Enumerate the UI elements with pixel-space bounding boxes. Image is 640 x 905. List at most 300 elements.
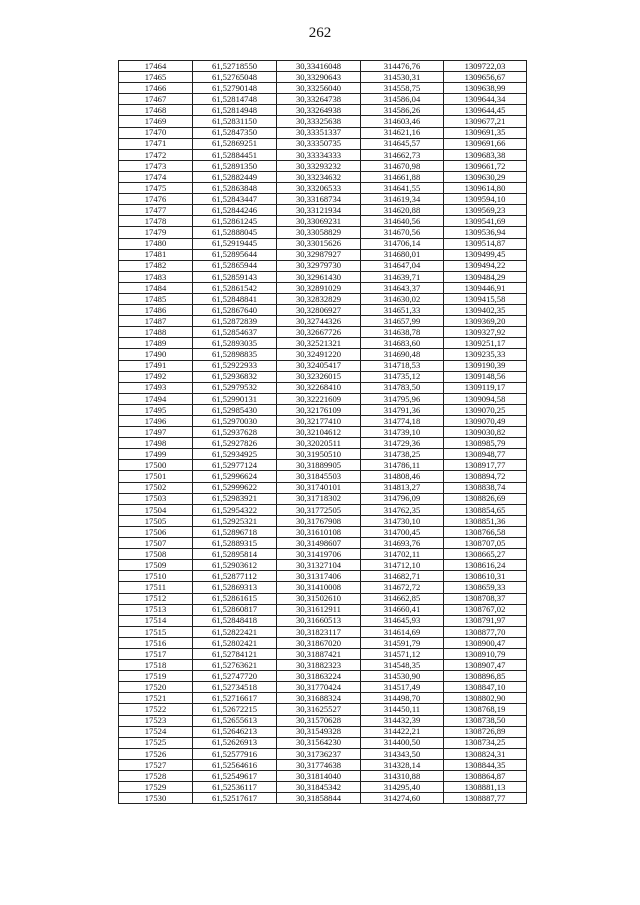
x-coordinate-cell: 314651,33	[361, 305, 444, 316]
y-coordinate-cell: 1309369,20	[444, 316, 527, 327]
latitude-cell: 61,52896718	[193, 526, 277, 537]
point-number-cell: 17513	[119, 604, 193, 615]
table-row	[119, 94, 527, 105]
latitude-cell: 61,52747720	[193, 671, 277, 682]
latitude-cell: 61,52869313	[193, 582, 277, 593]
x-coordinate-cell: 314476,76	[361, 61, 444, 72]
longitude-cell: 30,33015626	[277, 238, 361, 249]
latitude-cell: 61,52985430	[193, 404, 277, 415]
point-number-cell: 17523	[119, 715, 193, 726]
y-coordinate-cell: 1308985,79	[444, 438, 527, 449]
y-coordinate-cell: 1309644,34	[444, 94, 527, 105]
latitude-cell: 61,52861245	[193, 216, 277, 227]
table-row	[119, 693, 527, 704]
longitude-cell: 30,31867020	[277, 637, 361, 648]
point-number-cell: 17510	[119, 571, 193, 582]
point-number-cell: 17526	[119, 748, 193, 759]
table-row	[119, 704, 527, 715]
point-number-cell: 17524	[119, 726, 193, 737]
y-coordinate-cell: 1309190,39	[444, 360, 527, 371]
x-coordinate-cell: 314738,25	[361, 449, 444, 460]
longitude-cell: 30,31772505	[277, 504, 361, 515]
table-row	[119, 227, 527, 238]
latitude-cell: 61,52895814	[193, 549, 277, 560]
x-coordinate-cell: 314672,72	[361, 582, 444, 593]
longitude-cell: 30,32806927	[277, 305, 361, 316]
x-coordinate-cell: 314517,49	[361, 682, 444, 693]
point-number-cell: 17518	[119, 660, 193, 671]
latitude-cell: 61,52925321	[193, 515, 277, 526]
longitude-cell: 30,33290643	[277, 72, 361, 83]
longitude-cell: 30,31625527	[277, 704, 361, 715]
x-coordinate-cell: 314735,12	[361, 371, 444, 382]
x-coordinate-cell: 314762,35	[361, 504, 444, 515]
x-coordinate-cell: 314558,75	[361, 83, 444, 94]
longitude-cell: 30,32491220	[277, 349, 361, 360]
y-coordinate-cell: 1308847,10	[444, 682, 527, 693]
table-row	[119, 682, 527, 693]
x-coordinate-cell: 314660,41	[361, 604, 444, 615]
y-coordinate-cell: 1309614,80	[444, 183, 527, 194]
latitude-cell: 61,52784121	[193, 648, 277, 659]
point-number-cell: 17487	[119, 316, 193, 327]
longitude-cell: 30,31858844	[277, 793, 361, 804]
table-row	[119, 737, 527, 748]
latitude-cell: 61,52854637	[193, 327, 277, 338]
latitude-cell: 61,52831150	[193, 116, 277, 127]
point-number-cell: 17517	[119, 648, 193, 659]
point-number-cell: 17480	[119, 238, 193, 249]
x-coordinate-cell: 314683,60	[361, 338, 444, 349]
longitude-cell: 30,31845503	[277, 471, 361, 482]
x-coordinate-cell: 314670,56	[361, 227, 444, 238]
y-coordinate-cell: 1309691,35	[444, 127, 527, 138]
point-number-cell: 17490	[119, 349, 193, 360]
table-row	[119, 160, 527, 171]
point-number-cell: 17530	[119, 793, 193, 804]
longitude-cell: 30,32268410	[277, 382, 361, 393]
point-number-cell: 17468	[119, 105, 193, 116]
x-coordinate-cell: 314498,70	[361, 693, 444, 704]
point-number-cell: 17504	[119, 504, 193, 515]
longitude-cell: 30,31570628	[277, 715, 361, 726]
point-number-cell: 17488	[119, 327, 193, 338]
latitude-cell: 61,52822421	[193, 626, 277, 637]
latitude-cell: 61,52999622	[193, 482, 277, 493]
y-coordinate-cell: 1308877,70	[444, 626, 527, 637]
longitude-cell: 30,33234632	[277, 171, 361, 182]
point-number-cell: 17492	[119, 371, 193, 382]
latitude-cell: 61,52937628	[193, 427, 277, 438]
y-coordinate-cell: 1308887,77	[444, 793, 527, 804]
latitude-cell: 61,52536117	[193, 782, 277, 793]
longitude-cell: 30,31740101	[277, 482, 361, 493]
y-coordinate-cell: 1309644,45	[444, 105, 527, 116]
latitude-cell: 61,52891350	[193, 160, 277, 171]
point-number-cell: 17514	[119, 615, 193, 626]
longitude-cell: 30,32979730	[277, 260, 361, 271]
x-coordinate-cell: 314706,14	[361, 238, 444, 249]
longitude-cell: 30,32521321	[277, 338, 361, 349]
table-row	[119, 349, 527, 360]
table-row	[119, 149, 527, 160]
longitude-cell: 30,31564230	[277, 737, 361, 748]
table-row	[119, 471, 527, 482]
longitude-cell: 30,32405417	[277, 360, 361, 371]
x-coordinate-cell: 314432,39	[361, 715, 444, 726]
y-coordinate-cell: 1309638,99	[444, 83, 527, 94]
longitude-cell: 30,31660513	[277, 615, 361, 626]
x-coordinate-cell: 314791,36	[361, 404, 444, 415]
point-number-cell: 17507	[119, 538, 193, 549]
y-coordinate-cell: 1309683,38	[444, 149, 527, 160]
point-number-cell: 17500	[119, 460, 193, 471]
table-row	[119, 759, 527, 770]
latitude-cell: 61,52655613	[193, 715, 277, 726]
y-coordinate-cell: 1309094,58	[444, 393, 527, 404]
table-row	[119, 526, 527, 537]
x-coordinate-cell: 314640,56	[361, 216, 444, 227]
latitude-cell: 61,52970030	[193, 416, 277, 427]
y-coordinate-cell: 1309677,21	[444, 116, 527, 127]
latitude-cell: 61,52936832	[193, 371, 277, 382]
point-number-cell: 17471	[119, 138, 193, 149]
x-coordinate-cell: 314619,34	[361, 194, 444, 205]
y-coordinate-cell: 1309536,94	[444, 227, 527, 238]
y-coordinate-cell: 1308948,77	[444, 449, 527, 460]
y-coordinate-cell: 1308881,13	[444, 782, 527, 793]
table-row	[119, 549, 527, 560]
longitude-cell: 30,31610108	[277, 526, 361, 537]
table-row	[119, 72, 527, 83]
point-number-cell: 17496	[119, 416, 193, 427]
x-coordinate-cell: 314645,57	[361, 138, 444, 149]
latitude-cell: 61,52869251	[193, 138, 277, 149]
latitude-cell: 61,52716617	[193, 693, 277, 704]
table-row	[119, 671, 527, 682]
latitude-cell: 61,52765048	[193, 72, 277, 83]
table-row	[119, 604, 527, 615]
latitude-cell: 61,52626913	[193, 737, 277, 748]
latitude-cell: 61,52848841	[193, 293, 277, 304]
x-coordinate-cell: 314662,85	[361, 593, 444, 604]
table-row	[119, 726, 527, 737]
longitude-cell: 30,32744326	[277, 316, 361, 327]
table-row	[119, 715, 527, 726]
point-number-cell: 17511	[119, 582, 193, 593]
y-coordinate-cell: 1308838,74	[444, 482, 527, 493]
y-coordinate-cell: 1308616,24	[444, 560, 527, 571]
longitude-cell: 30,31845342	[277, 782, 361, 793]
longitude-cell: 30,32104612	[277, 427, 361, 438]
point-number-cell: 17472	[119, 149, 193, 160]
longitude-cell: 30,31767908	[277, 515, 361, 526]
latitude-cell: 61,52934925	[193, 449, 277, 460]
latitude-cell: 61,52927826	[193, 438, 277, 449]
point-number-cell: 17483	[119, 271, 193, 282]
y-coordinate-cell: 1308738,50	[444, 715, 527, 726]
x-coordinate-cell: 314639,71	[361, 271, 444, 282]
y-coordinate-cell: 1309541,69	[444, 216, 527, 227]
point-number-cell: 17509	[119, 560, 193, 571]
latitude-cell: 61,52888045	[193, 227, 277, 238]
table-row	[119, 393, 527, 404]
longitude-cell: 30,33293232	[277, 160, 361, 171]
longitude-cell: 30,31770424	[277, 682, 361, 693]
table-row	[119, 593, 527, 604]
point-number-cell: 17522	[119, 704, 193, 715]
latitude-cell: 61,52983921	[193, 493, 277, 504]
page-number: 262	[308, 25, 332, 41]
table-row	[119, 105, 527, 116]
point-number-cell: 17469	[119, 116, 193, 127]
x-coordinate-cell: 314796,09	[361, 493, 444, 504]
table-row	[119, 404, 527, 415]
point-number-cell: 17512	[119, 593, 193, 604]
x-coordinate-cell: 314274,60	[361, 793, 444, 804]
longitude-cell: 30,31410008	[277, 582, 361, 593]
point-number-cell: 17495	[119, 404, 193, 415]
x-coordinate-cell: 314718,53	[361, 360, 444, 371]
y-coordinate-cell: 1308726,89	[444, 726, 527, 737]
table-row	[119, 493, 527, 504]
point-number-cell: 17529	[119, 782, 193, 793]
point-number-cell: 17515	[119, 626, 193, 637]
table-row	[119, 316, 527, 327]
y-coordinate-cell: 1309594,10	[444, 194, 527, 205]
table-row	[119, 194, 527, 205]
y-coordinate-cell: 1308766,58	[444, 526, 527, 537]
x-coordinate-cell: 314783,50	[361, 382, 444, 393]
latitude-cell: 61,52861542	[193, 282, 277, 293]
y-coordinate-cell: 1309070,49	[444, 416, 527, 427]
longitude-cell: 30,33325638	[277, 116, 361, 127]
latitude-cell: 61,52814748	[193, 94, 277, 105]
x-coordinate-cell: 314586,26	[361, 105, 444, 116]
latitude-cell: 61,52844246	[193, 205, 277, 216]
y-coordinate-cell: 1309148,56	[444, 371, 527, 382]
latitude-cell: 61,52790148	[193, 83, 277, 94]
longitude-cell: 30,33416048	[277, 61, 361, 72]
x-coordinate-cell: 314641,55	[361, 183, 444, 194]
longitude-cell: 30,31887421	[277, 648, 361, 659]
table-row	[119, 360, 527, 371]
y-coordinate-cell: 1308610,31	[444, 571, 527, 582]
point-number-cell: 17470	[119, 127, 193, 138]
longitude-cell: 30,31882323	[277, 660, 361, 671]
x-coordinate-cell: 314690,48	[361, 349, 444, 360]
table-row	[119, 305, 527, 316]
point-number-cell: 17482	[119, 260, 193, 271]
point-number-cell: 17466	[119, 83, 193, 94]
point-number-cell: 17485	[119, 293, 193, 304]
latitude-cell: 61,52718550	[193, 61, 277, 72]
x-coordinate-cell: 314530,90	[361, 671, 444, 682]
latitude-cell: 61,52517617	[193, 793, 277, 804]
y-coordinate-cell: 1308708,37	[444, 593, 527, 604]
y-coordinate-cell: 1308826,69	[444, 493, 527, 504]
latitude-cell: 61,52646213	[193, 726, 277, 737]
longitude-cell: 30,31419706	[277, 549, 361, 560]
y-coordinate-cell: 1309070,25	[444, 404, 527, 415]
x-coordinate-cell: 314657,99	[361, 316, 444, 327]
latitude-cell: 61,52990131	[193, 393, 277, 404]
longitude-cell: 30,31814040	[277, 771, 361, 782]
y-coordinate-cell: 1309514,87	[444, 238, 527, 249]
longitude-cell: 30,33334333	[277, 149, 361, 160]
table-row	[119, 249, 527, 260]
y-coordinate-cell: 1309446,91	[444, 282, 527, 293]
point-number-cell: 17516	[119, 637, 193, 648]
table-row	[119, 282, 527, 293]
longitude-cell: 30,33058829	[277, 227, 361, 238]
y-coordinate-cell: 1309327,92	[444, 327, 527, 338]
y-coordinate-cell: 1308824,31	[444, 748, 527, 759]
latitude-cell: 61,52919445	[193, 238, 277, 249]
y-coordinate-cell: 1308665,27	[444, 549, 527, 560]
point-number-cell: 17489	[119, 338, 193, 349]
table-row	[119, 782, 527, 793]
x-coordinate-cell: 314693,76	[361, 538, 444, 549]
y-coordinate-cell: 1308768,19	[444, 704, 527, 715]
table-row	[119, 371, 527, 382]
longitude-cell: 30,31823117	[277, 626, 361, 637]
longitude-cell: 30,32667726	[277, 327, 361, 338]
table-row	[119, 427, 527, 438]
point-number-cell: 17521	[119, 693, 193, 704]
longitude-cell: 30,33121934	[277, 205, 361, 216]
x-coordinate-cell: 314548,35	[361, 660, 444, 671]
longitude-cell: 30,32020511	[277, 438, 361, 449]
table-row	[119, 460, 527, 471]
x-coordinate-cell: 314638,78	[361, 327, 444, 338]
longitude-cell: 30,31498607	[277, 538, 361, 549]
table-row	[119, 515, 527, 526]
longitude-cell: 30,32177410	[277, 416, 361, 427]
table-row	[119, 138, 527, 149]
table-row	[119, 626, 527, 637]
longitude-cell: 30,31549328	[277, 726, 361, 737]
longitude-cell: 30,31718302	[277, 493, 361, 504]
latitude-cell: 61,52865944	[193, 260, 277, 271]
y-coordinate-cell: 1309402,35	[444, 305, 527, 316]
x-coordinate-cell: 314786,11	[361, 460, 444, 471]
latitude-cell: 61,52996624	[193, 471, 277, 482]
longitude-cell: 30,33350735	[277, 138, 361, 149]
y-coordinate-cell: 1308707,05	[444, 538, 527, 549]
table-row	[119, 582, 527, 593]
point-number-cell: 17474	[119, 171, 193, 182]
longitude-cell: 30,33351337	[277, 127, 361, 138]
longitude-cell: 30,31502610	[277, 593, 361, 604]
x-coordinate-cell: 314630,02	[361, 293, 444, 304]
latitude-cell: 61,52922933	[193, 360, 277, 371]
point-number-cell: 17479	[119, 227, 193, 238]
y-coordinate-cell: 1308900,47	[444, 637, 527, 648]
latitude-cell: 61,52884451	[193, 149, 277, 160]
table-row	[119, 504, 527, 515]
latitude-cell: 61,52549617	[193, 771, 277, 782]
point-number-cell: 17484	[119, 282, 193, 293]
y-coordinate-cell: 1308864,87	[444, 771, 527, 782]
x-coordinate-cell: 314661,88	[361, 171, 444, 182]
longitude-cell: 30,31317406	[277, 571, 361, 582]
y-coordinate-cell: 1309499,45	[444, 249, 527, 260]
table-row	[119, 61, 527, 72]
y-coordinate-cell: 1309661,72	[444, 160, 527, 171]
table-row	[119, 327, 527, 338]
longitude-cell: 30,32891029	[277, 282, 361, 293]
latitude-cell: 61,52763621	[193, 660, 277, 671]
table-body	[119, 61, 527, 804]
longitude-cell: 30,31612911	[277, 604, 361, 615]
table-row	[119, 771, 527, 782]
x-coordinate-cell: 314400,50	[361, 737, 444, 748]
latitude-cell: 61,52577916	[193, 748, 277, 759]
x-coordinate-cell: 314571,12	[361, 648, 444, 659]
x-coordinate-cell: 314795,96	[361, 393, 444, 404]
y-coordinate-cell: 1309722,03	[444, 61, 527, 72]
latitude-cell: 61,52867640	[193, 305, 277, 316]
point-number-cell: 17476	[119, 194, 193, 205]
x-coordinate-cell: 314620,88	[361, 205, 444, 216]
latitude-cell: 61,52898835	[193, 349, 277, 360]
table-row	[119, 216, 527, 227]
x-coordinate-cell: 314295,40	[361, 782, 444, 793]
table-row	[119, 571, 527, 582]
table-row	[119, 748, 527, 759]
y-coordinate-cell: 1308910,79	[444, 648, 527, 659]
table-row	[119, 438, 527, 449]
table-row	[119, 238, 527, 249]
longitude-cell: 30,33256040	[277, 83, 361, 94]
point-number-cell: 17473	[119, 160, 193, 171]
y-coordinate-cell: 1309630,29	[444, 171, 527, 182]
table-row	[119, 637, 527, 648]
table-row	[119, 416, 527, 427]
y-coordinate-cell: 1309119,17	[444, 382, 527, 393]
point-number-cell: 17520	[119, 682, 193, 693]
y-coordinate-cell: 1309569,23	[444, 205, 527, 216]
point-number-cell: 17478	[119, 216, 193, 227]
latitude-cell: 61,52843447	[193, 194, 277, 205]
y-coordinate-cell: 1309235,33	[444, 349, 527, 360]
point-number-cell: 17502	[119, 482, 193, 493]
y-coordinate-cell: 1308659,33	[444, 582, 527, 593]
latitude-cell: 61,52672215	[193, 704, 277, 715]
x-coordinate-cell: 314450,11	[361, 704, 444, 715]
x-coordinate-cell: 314670,98	[361, 160, 444, 171]
point-number-cell: 17527	[119, 759, 193, 770]
y-coordinate-cell: 1308851,36	[444, 515, 527, 526]
y-coordinate-cell: 1309656,67	[444, 72, 527, 83]
latitude-cell: 61,52889315	[193, 538, 277, 549]
x-coordinate-cell: 314586,04	[361, 94, 444, 105]
x-coordinate-cell: 314422,21	[361, 726, 444, 737]
x-coordinate-cell: 314680,01	[361, 249, 444, 260]
longitude-cell: 30,32221609	[277, 393, 361, 404]
y-coordinate-cell: 1309484,29	[444, 271, 527, 282]
latitude-cell: 61,52954322	[193, 504, 277, 515]
longitude-cell: 30,32987927	[277, 249, 361, 260]
point-number-cell: 17477	[119, 205, 193, 216]
latitude-cell: 61,52979532	[193, 382, 277, 393]
x-coordinate-cell: 314662,73	[361, 149, 444, 160]
y-coordinate-cell: 1308802,90	[444, 693, 527, 704]
y-coordinate-cell: 1309030,82	[444, 427, 527, 438]
table-row	[119, 171, 527, 182]
x-coordinate-cell: 314739,10	[361, 427, 444, 438]
